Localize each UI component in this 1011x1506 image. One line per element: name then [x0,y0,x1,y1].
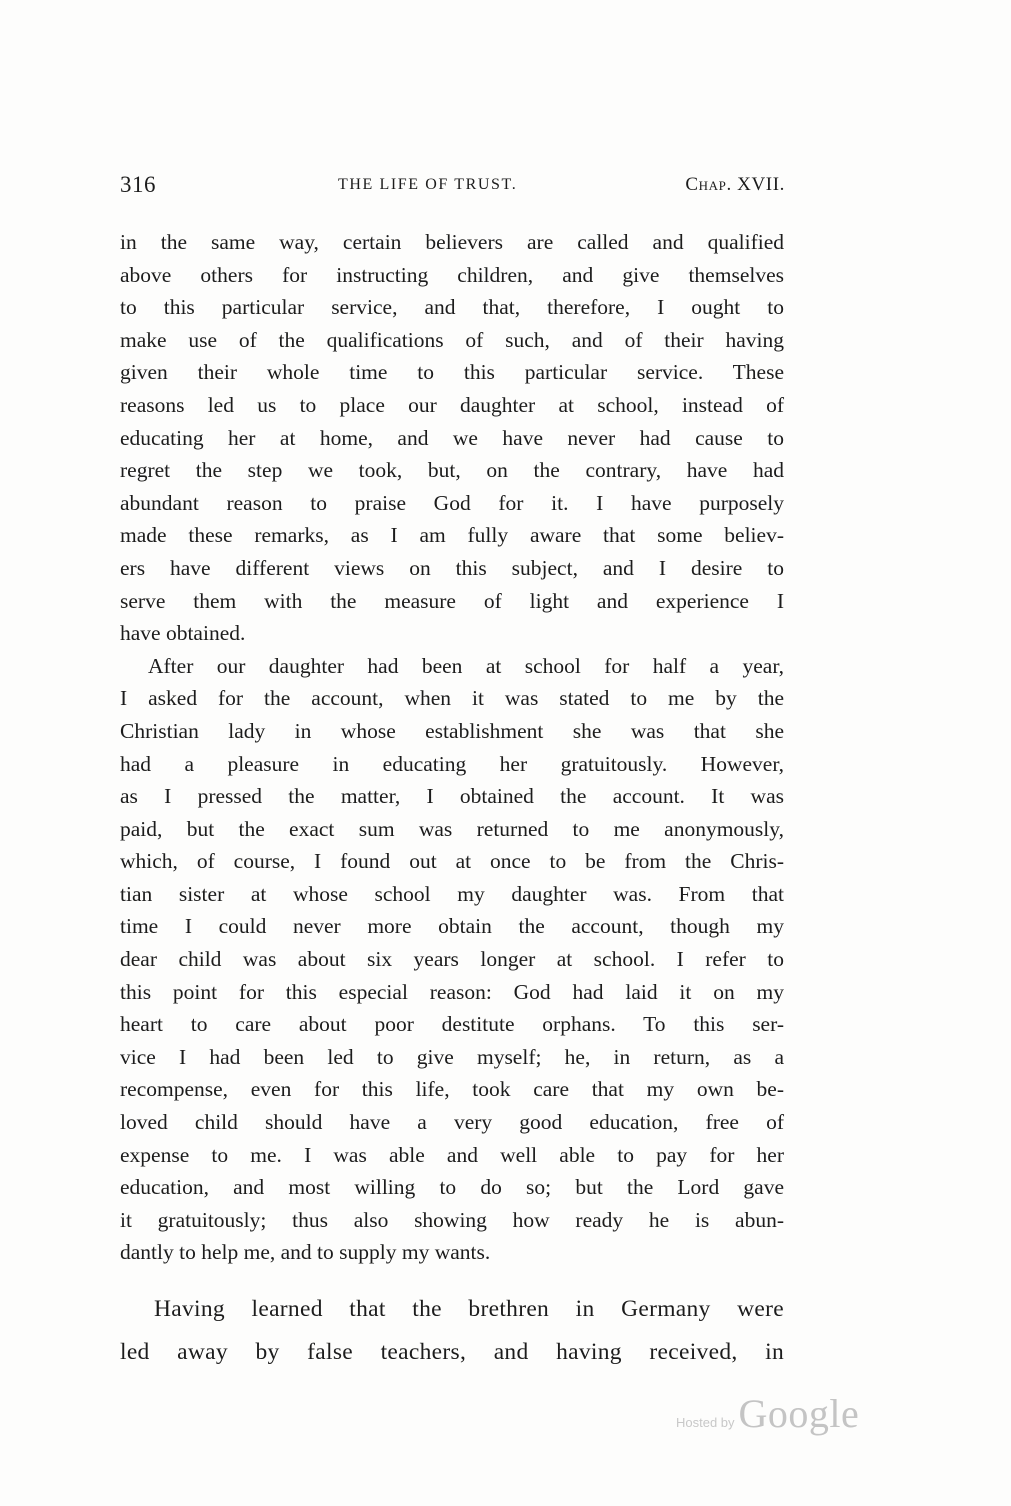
text-line: recompense, even for this life, took care that my own be- [120,1077,784,1102]
text-line: have obtained. [120,621,246,646]
text-line: ers have different views on this subject, and I desire to [120,555,784,580]
chapter-label: Chap. XVII. [685,174,785,195]
text-line: dantly to help me, and to supply my wants. [120,1240,491,1265]
text-line: regret the step we took, but, on the contrary, have had [120,458,784,483]
text-line: serve them with the measure of light and experience I [120,588,784,613]
text-line: above others for instructing children, and give themselves [120,262,784,287]
text-line: expense to me. I was able and well able to pay for her [120,1142,784,1167]
text-line: heart to care about poor destitute orphans. To this ser- [120,1012,784,1037]
text-line: made these remarks, as I am fully aware that some believ- [120,523,784,548]
hosted-by-watermark [676,1390,860,1436]
running-head [120,172,785,202]
text-line: loved child should have a very good education, free of [120,1110,784,1135]
running-title: THE LIFE OF TRUST. [338,176,518,193]
text-line: as I pressed the matter, I obtained the account. It was [120,784,784,809]
text-line: paid, but the exact sum was returned to me anonymously, [120,816,784,841]
text-line: dear child was about six years longer at school. I refer to [120,947,784,972]
google-logo: Google [738,1391,860,1436]
page-number: 316 [120,172,156,197]
text-line: education, and most willing to do so; but the Lord gave [120,1175,784,1200]
text-line: in the same way, certain believers are called and qualified [120,230,784,254]
text-line: Having learned that the brethren in Germany were [154,1296,784,1322]
text-line: had a pleasure in educating her gratuitously. However, [120,751,784,776]
text-line: time I could never more obtain the account, though my [120,914,784,939]
text-line: educating her at home, and we have never had cause to [120,425,784,450]
body-text [120,226,784,1269]
text-line: this point for this especial reason: God had laid it on my [120,979,784,1004]
text-line: I asked for the account, when it was stated to me by the [120,686,784,711]
paragraph-3 [120,1288,784,1374]
text-line: Christian lady in whose establishment she was that she [120,718,784,743]
text-line: led away by false teachers, and having received, in [120,1339,784,1365]
text-line: make use of the qualifications of such, and of their having [120,327,784,352]
text-line: given their whole time to this particular service. These [120,360,784,385]
text-line: tian sister at whose school my daughter was. From that [120,881,784,906]
text-line: to this particular service, and that, therefore, I ought to [120,295,784,320]
text-line: abundant reason to praise God for it. I have purposely [120,490,784,515]
watermark-prefix: Hosted by [676,1415,735,1430]
text-line: reasons led us to place our daughter at school, instead of [120,392,784,417]
paragraph-2 [120,650,784,1269]
text-line: it gratuitously; thus also showing how ready he is abun- [120,1207,784,1232]
paragraph-1 [120,226,784,650]
text-line: vice I had been led to give myself; he, in return, as a [120,1044,784,1069]
text-line: which, of course, I found out at once to be from the Chris- [120,849,784,874]
text-line: After our daughter had been at school for half a year, [148,653,784,678]
